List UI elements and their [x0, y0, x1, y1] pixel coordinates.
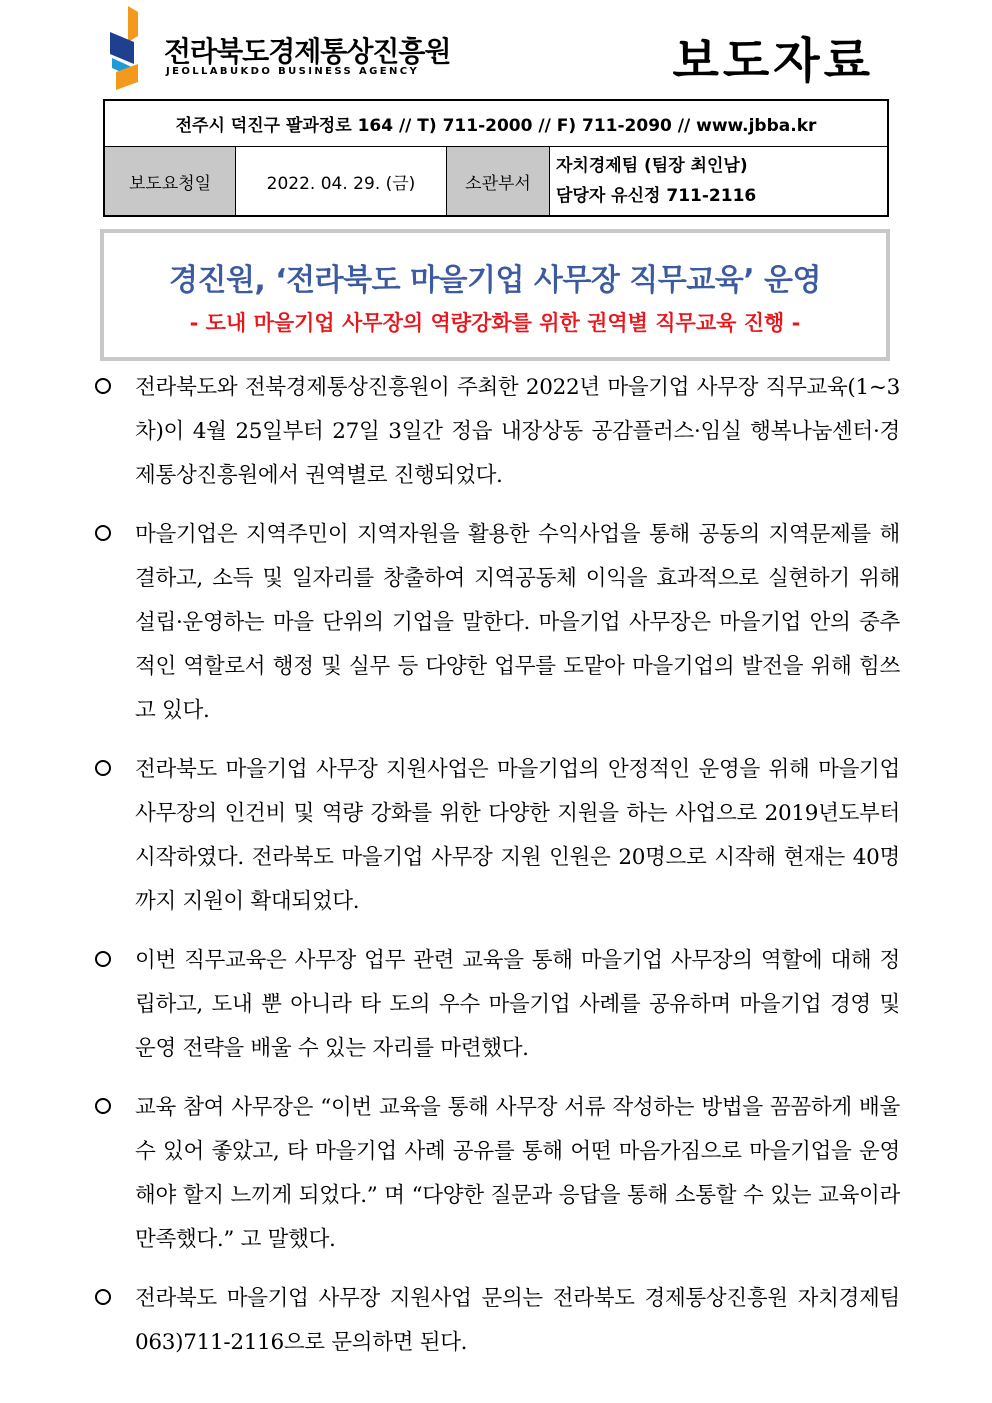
circle-bullet-icon: [95, 1289, 111, 1305]
paragraph: [95, 748, 900, 924]
department-label: 소관부서: [447, 147, 550, 217]
headline-box: [100, 229, 890, 361]
contact-address: 전주시 덕진구 팔과정로 164 // T) 711-2000 // F) 711-2090 // www.jbba.kr: [104, 100, 888, 147]
document-type-title: 보도자료: [672, 33, 874, 89]
request-date-label: 보도요청일: [104, 147, 236, 217]
request-row: [104, 147, 888, 217]
press-info-table: [103, 99, 889, 217]
paragraph-text: 전라북도 마을기업 사무장 지원사업은 마을기업의 안정적인 운영을 위해 마을기업 사무장의 인건비 및 역량 강화를 위한 다양한 지원을 하는 사업으로 2019년도부터 시작하였다. 전라북도 마을기업 사무장 지원 인원은 20명으로 시작해 현재는 40명까지 지원이 확대되었다.: [135, 757, 900, 914]
paragraph: [95, 939, 900, 1071]
circle-bullet-icon: [95, 525, 111, 541]
circle-bullet-icon: [95, 760, 111, 776]
department-team: 자치경제팀 (팀장 최인남): [556, 156, 748, 176]
article-body: [95, 366, 900, 1380]
circle-bullet-icon: [95, 1098, 111, 1114]
circle-bullet-icon: [95, 378, 111, 394]
circle-bullet-icon: [95, 951, 111, 967]
paragraph-text: 이번 직무교육은 사무장 업무 관련 교육을 통해 마을기업 사무장의 역할에 대해 정립하고, 도내 뿐 아니라 타 도의 우수 마을기업 사례를 공유하며 마을기업 경영 및 운영 전략을 배울 수 있는 자리를 마련했다.: [135, 948, 900, 1061]
agency-name-english: JEOLLABUKDO BUSINESS AGENCY: [166, 66, 420, 77]
paragraph-text: 전라북도와 전북경제통상진흥원이 주최한 2022년 마을기업 사무장 직무교육(1~3차)이 4월 25일부터 27일 3일간 정읍 내장상동 공감플러스·임실 행복나눔센터·경제통상진흥원에서 권역별로 진행되었다.: [135, 375, 900, 488]
subheadline: - 도내 마을기업 사무장의 역량강화를 위한 권역별 직무교육 진행 -: [189, 311, 801, 335]
address-row: [104, 100, 888, 147]
paragraph: [95, 513, 900, 733]
paragraph-text: 교육 참여 사무장은 “이번 교육을 통해 사무장 서류 작성하는 방법을 꼼꼼하게 배울 수 있어 좋았고, 타 마을기업 사례 공유를 통해 어떤 마음가짐으로 마을기업을 운영해야 할지 느끼게 되었다.” 며 “다양한 질문과 응답을 통해 소통할 수 있는 교육이라 만족했다.” 고 말했다.: [135, 1095, 900, 1252]
paragraph-text: 전라북도 마을기업 사무장 지원사업 문의는 전라북도 경제통상진흥원 자치경제팀 063)711-2116으로 문의하면 된다.: [135, 1286, 900, 1355]
request-date-value: 2022. 04. 29. (금): [236, 147, 447, 217]
agency-logo-mark-icon: [108, 6, 156, 94]
paragraph-text: 마을기업은 지역주민이 지역자원을 활용한 수익사업을 통해 공동의 지역문제를 해결하고, 소득 및 일자리를 창출하여 지역공동체 이익을 효과적으로 실현하기 위해 설립·운영하는 마을 단위의 기업을 말한다. 마을기업 사무장은 마을기업 안의 중추적인 역할로서 행정 및 실무 등 다양한 업무를 도맡아 마을기업의 발전을 위해 힘쓰고 있다.: [135, 522, 900, 723]
agency-name: 전라북도경제통상진흥원: [164, 35, 451, 68]
department-contact: 담당자 유신정 711-2116: [556, 186, 757, 206]
department-value: [550, 147, 889, 217]
agency-logo: [108, 6, 451, 94]
headline: 경진원, ‘전라북도 마을기업 사무장 직무교육’ 운영: [168, 263, 821, 298]
paragraph: [95, 1277, 900, 1365]
paragraph: [95, 1086, 900, 1262]
paragraph: [95, 366, 900, 498]
page-header: [0, 0, 992, 100]
